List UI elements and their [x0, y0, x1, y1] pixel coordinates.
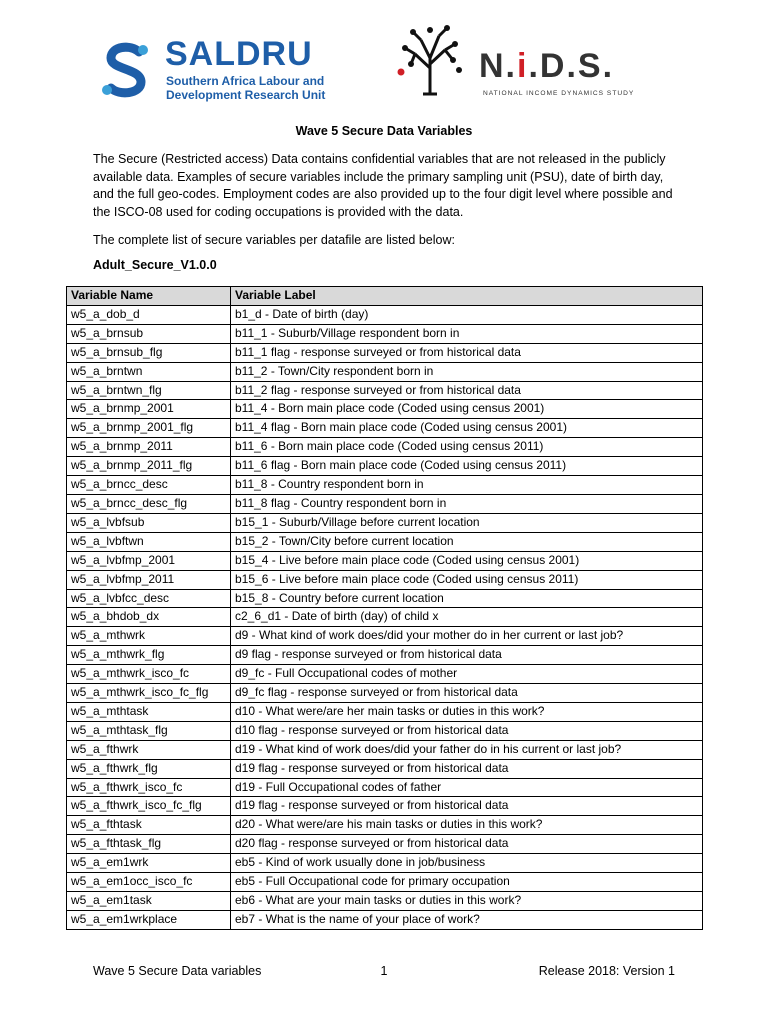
- variable-label-cell: eb7 - What is the name of your place of work?: [231, 910, 703, 929]
- variable-name-cell: w5_a_fthwrk: [67, 740, 231, 759]
- table-row: [67, 438, 703, 457]
- variable-label-cell: eb6 - What are your main tasks or duties in this work?: [231, 892, 703, 911]
- table-row: [67, 910, 703, 929]
- table-row: [67, 608, 703, 627]
- variable-name-cell: w5_a_fthwrk_flg: [67, 759, 231, 778]
- table-row: [67, 381, 703, 400]
- variable-name-cell: w5_a_fthwrk_isco_fc_flg: [67, 797, 231, 816]
- variable-name-cell: w5_a_em1wrk: [67, 854, 231, 873]
- variable-label-cell: b11_4 flag - Born main place code (Coded using census 2001): [231, 419, 703, 438]
- nids-logo: [395, 24, 655, 108]
- footer-doc-name: Wave 5 Secure Data variables: [93, 964, 262, 978]
- variable-label-cell: b11_4 - Born main place code (Coded using census 2001): [231, 400, 703, 419]
- table-row: [67, 854, 703, 873]
- variable-label-cell: b11_6 - Born main place code (Coded using census 2011): [231, 438, 703, 457]
- table-row: [67, 589, 703, 608]
- table-row: [67, 778, 703, 797]
- variable-label-cell: d19 flag - response surveyed or from historical data: [231, 759, 703, 778]
- table-row: [67, 513, 703, 532]
- variable-label-cell: b15_4 - Live before main place code (Coded using census 2001): [231, 551, 703, 570]
- variable-label-cell: b15_8 - Country before current location: [231, 589, 703, 608]
- variable-name-cell: w5_a_em1wrkplace: [67, 910, 231, 929]
- table-row: [67, 400, 703, 419]
- variable-label-cell: b11_8 - Country respondent born in: [231, 476, 703, 495]
- variable-name-cell: w5_a_lvbfmp_2001: [67, 551, 231, 570]
- table-row: [67, 570, 703, 589]
- variable-name-cell: w5_a_mthwrk: [67, 627, 231, 646]
- saldru-subtitle-line1: Southern Africa Labour and: [166, 74, 325, 88]
- table-row: [67, 419, 703, 438]
- table-row: [67, 457, 703, 476]
- intro-paragraph: The Secure (Restricted access) Data contains confidential variables that are not released in the publicly available data. Examples of secure variables include the primary sampling unit (PSU), date of birth day, and the full geo-codes. Employment codes are also provided up to the four digit level where possible and the ISCO-08 used for coding occupations is provided with the data.: [93, 152, 673, 219]
- table-row: [67, 684, 703, 703]
- variable-name-cell: w5_a_bhdob_dx: [67, 608, 231, 627]
- table-header-row: [67, 287, 703, 306]
- variable-name-cell: w5_a_lvbftwn: [67, 532, 231, 551]
- variable-name-cell: w5_a_em1task: [67, 892, 231, 911]
- variable-name-cell: w5_a_mthwrk_isco_fc_flg: [67, 684, 231, 703]
- footer-page-number: 1: [380, 964, 388, 978]
- table-row: [67, 740, 703, 759]
- variable-label-cell: b15_6 - Live before main place code (Coded using census 2011): [231, 570, 703, 589]
- header-logos: [0, 24, 768, 108]
- table-row: [67, 551, 703, 570]
- variable-label-cell: b15_1 - Suburb/Village before current location: [231, 513, 703, 532]
- saldru-name: SALDRU: [165, 35, 313, 73]
- variable-name-cell: w5_a_fthtask: [67, 816, 231, 835]
- datafile-heading: Adult_Secure_V1.0.0: [93, 258, 217, 272]
- table-row: [67, 362, 703, 381]
- page-footer: [93, 964, 675, 980]
- variable-name-cell: w5_a_brncc_desc_flg: [67, 494, 231, 513]
- variable-name-cell: w5_a_lvbfmp_2011: [67, 570, 231, 589]
- nids-subtitle: NATIONAL INCOME DYNAMICS STUDY: [483, 90, 635, 97]
- variable-name-cell: w5_a_brnmp_2001: [67, 400, 231, 419]
- variable-name-cell: w5_a_brntwn: [67, 362, 231, 381]
- saldru-subtitle: [166, 74, 325, 102]
- table-row: [67, 343, 703, 362]
- variable-label-cell: d19 - Full Occupational codes of father: [231, 778, 703, 797]
- variable-name-cell: w5_a_dob_d: [67, 305, 231, 324]
- variable-name-cell: w5_a_fthtask_flg: [67, 835, 231, 854]
- table-row: [67, 646, 703, 665]
- table-row: [67, 702, 703, 721]
- table-row: [67, 835, 703, 854]
- table-row: [67, 305, 703, 324]
- footer-release: Release 2018: Version 1: [538, 964, 675, 978]
- table-body: [67, 305, 703, 929]
- table-row: [67, 324, 703, 343]
- variable-label-cell: d20 - What were/are his main tasks or duties in this work?: [231, 816, 703, 835]
- variable-label-cell: b1_d - Date of birth (day): [231, 305, 703, 324]
- variable-label-cell: c2_6_d1 - Date of birth (day) of child x: [231, 608, 703, 627]
- variable-name-cell: w5_a_mthwrk_flg: [67, 646, 231, 665]
- variable-name-cell: w5_a_fthwrk_isco_fc: [67, 778, 231, 797]
- variable-name-cell: w5_a_brnmp_2011_flg: [67, 457, 231, 476]
- variable-label-cell: d9 flag - response surveyed or from historical data: [231, 646, 703, 665]
- variable-label-cell: d10 - What were/are her main tasks or duties in this work?: [231, 702, 703, 721]
- variable-label-cell: d19 - What kind of work does/did your father do in his current or last job?: [231, 740, 703, 759]
- table-row: [67, 797, 703, 816]
- table-row: [67, 476, 703, 495]
- variable-label-cell: eb5 - Full Occupational code for primary occupation: [231, 873, 703, 892]
- variable-label-cell: d9_fc - Full Occupational codes of mother: [231, 665, 703, 684]
- page-title: Wave 5 Secure Data Variables: [295, 124, 473, 138]
- variable-label-cell: eb5 - Kind of work usually done in job/business: [231, 854, 703, 873]
- variable-name-cell: w5_a_brnsub_flg: [67, 343, 231, 362]
- table-row: [67, 759, 703, 778]
- saldru-s-icon: [95, 38, 159, 102]
- variable-name-cell: w5_a_brncc_desc: [67, 476, 231, 495]
- list-intro: The complete list of secure variables per datafile are listed below:: [93, 233, 455, 247]
- saldru-subtitle-line2: Development Research Unit: [166, 88, 326, 102]
- variable-label-cell: d19 flag - response surveyed or from historical data: [231, 797, 703, 816]
- variable-label-cell: b11_1 - Suburb/Village respondent born in: [231, 324, 703, 343]
- variable-name-cell: w5_a_mthwrk_isco_fc: [67, 665, 231, 684]
- variable-name-cell: w5_a_brntwn_flg: [67, 381, 231, 400]
- saldru-logo: [95, 34, 335, 104]
- variable-name-cell: w5_a_brnsub: [67, 324, 231, 343]
- table-row: [67, 721, 703, 740]
- variable-name-cell: w5_a_brnmp_2011: [67, 438, 231, 457]
- variable-label-cell: b11_6 flag - Born main place code (Coded using census 2011): [231, 457, 703, 476]
- variable-name-cell: w5_a_em1occ_isco_fc: [67, 873, 231, 892]
- variable-label-cell: b11_1 flag - response surveyed or from historical data: [231, 343, 703, 362]
- variable-name-cell: w5_a_brnmp_2001_flg: [67, 419, 231, 438]
- table-row: [67, 892, 703, 911]
- nids-name-part1: N.: [479, 47, 517, 85]
- table-row: [67, 494, 703, 513]
- variable-label-cell: d9 - What kind of work does/did your mother do in her current or last job?: [231, 627, 703, 646]
- variable-name-cell: w5_a_lvbfcc_desc: [67, 589, 231, 608]
- variable-label-cell: d20 flag - response surveyed or from historical data: [231, 835, 703, 854]
- nids-name: [479, 48, 614, 84]
- variable-label-cell: b15_2 - Town/City before current location: [231, 532, 703, 551]
- table-row: [67, 816, 703, 835]
- column-header-variable-name: Variable Name: [67, 287, 231, 306]
- variables-table: [66, 286, 703, 930]
- variable-label-cell: b11_2 flag - response surveyed or from historical data: [231, 381, 703, 400]
- nids-name-part2: i: [517, 47, 529, 85]
- tree-icon: [395, 24, 465, 96]
- variable-label-cell: d10 flag - response surveyed or from historical data: [231, 721, 703, 740]
- table-row: [67, 532, 703, 551]
- nids-name-part3: .D.S.: [528, 47, 615, 85]
- variable-name-cell: w5_a_lvbfsub: [67, 513, 231, 532]
- table-row: [67, 873, 703, 892]
- variable-name-cell: w5_a_mthtask_flg: [67, 721, 231, 740]
- variable-label-cell: b11_2 - Town/City respondent born in: [231, 362, 703, 381]
- table-row: [67, 627, 703, 646]
- column-header-variable-label: Variable Label: [231, 287, 703, 306]
- table-row: [67, 665, 703, 684]
- variable-label-cell: b11_8 flag - Country respondent born in: [231, 494, 703, 513]
- variable-name-cell: w5_a_mthtask: [67, 702, 231, 721]
- variable-label-cell: d9_fc flag - response surveyed or from historical data: [231, 684, 703, 703]
